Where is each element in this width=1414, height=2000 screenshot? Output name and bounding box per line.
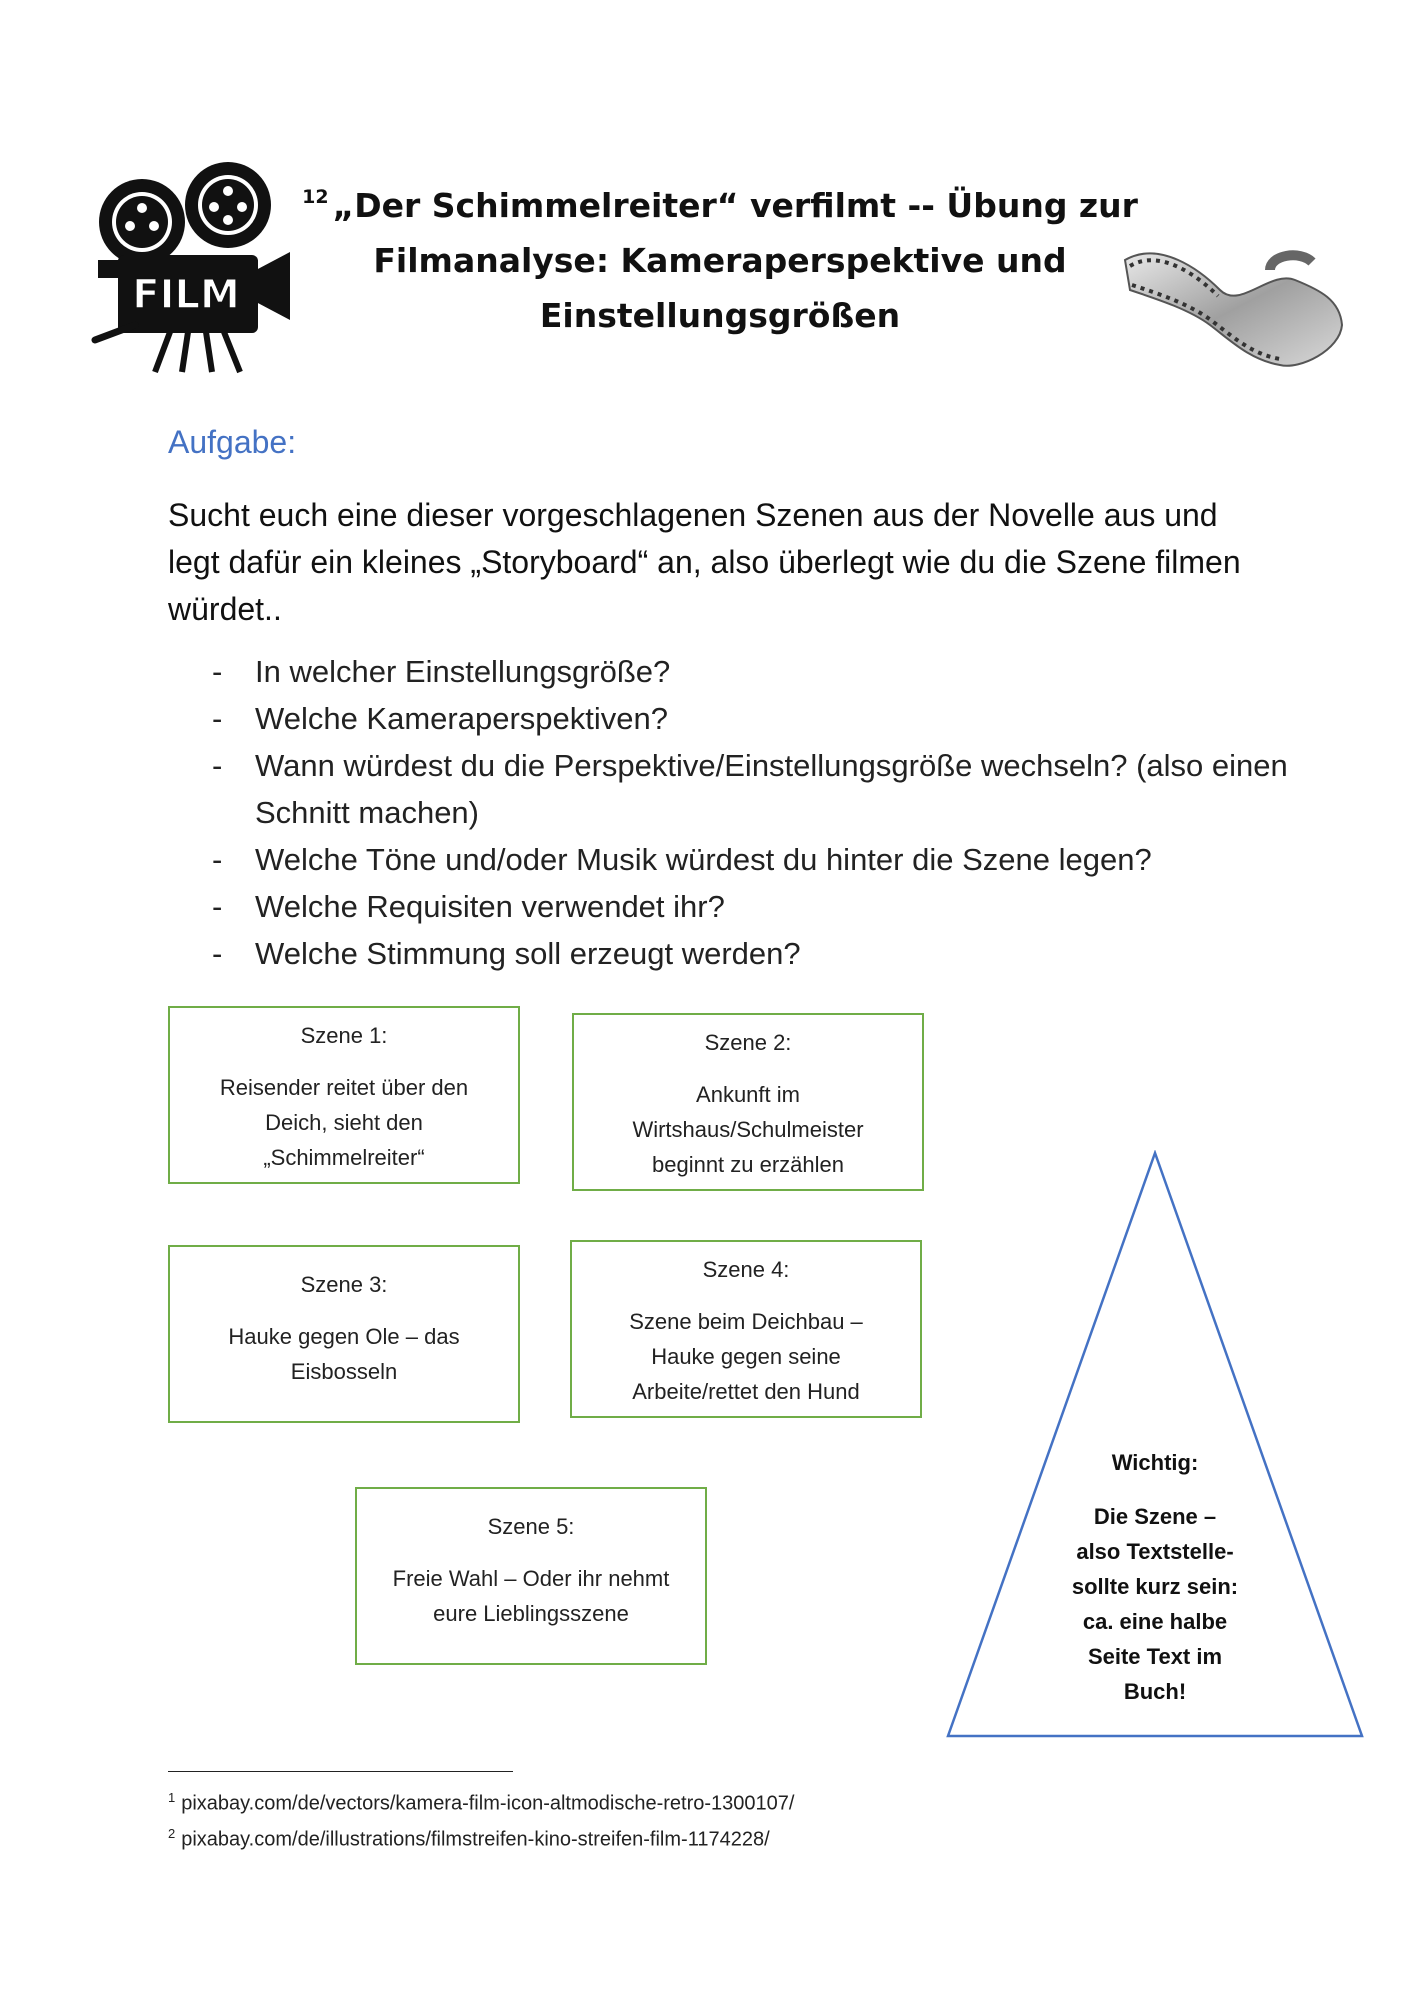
task-heading: Aufgabe: xyxy=(168,424,297,460)
camera-label: FILM xyxy=(132,272,240,318)
footnote-reference: 12 xyxy=(302,186,329,208)
scene-title: Szene 4: xyxy=(702,1257,790,1282)
scene-box-5: Szene 5: Freie Wahl – Oder ihr nehmt eure Lieblingsszene xyxy=(355,1487,707,1665)
list-item: - In welcher Einstellungsgröße? xyxy=(212,654,671,689)
list-item: - Welche Kameraperspektiven? xyxy=(212,701,668,736)
scene-title: Szene 2: xyxy=(704,1030,792,1055)
title-line-3: Einstellungsgrößen xyxy=(539,296,901,335)
footnotes xyxy=(168,1783,794,1854)
scene-box-3: Szene 3: Hauke gegen Ole – das Eisbosseln xyxy=(168,1245,520,1423)
question-list xyxy=(212,648,1292,977)
scene-box-1: Szene 1: Reisender reitet über den Deich, sieht den „Schimmelreiter“ xyxy=(168,1006,520,1184)
task-intro: Sucht euch eine dieser vorgeschlagenen Szenen aus der Novelle aus und legt dafür ein kleines „Storyboard“ an, also überlegt wie du die Szene filmen würdet.. xyxy=(168,497,1241,627)
note-text: Wichtig: Die Szene – also Textstelle- sollte kurz sein: ca. eine halbe Seite Text im Buch! xyxy=(1040,1445,1270,1709)
scene-box-4: Szene 4: Szene beim Deichbau – Hauke gegen seine Arbeite/rettet den Hund xyxy=(570,1240,922,1418)
scene-title: Szene 1: xyxy=(300,1023,388,1048)
scene-title: Szene 3: xyxy=(300,1272,388,1297)
page-title xyxy=(270,170,1170,343)
note-title: Wichtig: xyxy=(1111,1450,1199,1475)
title-line-1: „Der Schimmelreiter“ verfilmt -- Übung zur xyxy=(332,186,1138,225)
footnote-2: $^2$ pixabay.com/de/illustrations/filmstreifen-kino-streifen-film-1174228/ xyxy=(168,1825,770,1851)
list-item: - Wann würdest du die Perspektive/Einstellungsgröße wechseln? (also einen Schnitt machen) xyxy=(212,748,1288,830)
footnote-1: $^1$ pixabay.com/de/vectors/kamera-film-icon-altmodische-retro-1300107/ xyxy=(168,1790,795,1815)
list-item: - Welche Requisiten verwendet ihr? xyxy=(212,889,725,924)
scene-box-2: Szene 2: Ankunft im Wirtshaus/Schulmeister beginnt zu erzählen xyxy=(572,1013,924,1191)
list-item: - Welche Stimmung soll erzeugt werden? xyxy=(212,936,801,971)
footnote-divider xyxy=(168,1771,513,1772)
list-item: - Welche Töne und/oder Musik würdest du hinter die Szene legen? xyxy=(212,842,1152,877)
title-line-2: Filmanalyse: Kameraperspektive und xyxy=(373,241,1067,280)
scene-title: Szene 5: xyxy=(487,1514,575,1539)
filmstrip-icon xyxy=(1120,230,1350,390)
